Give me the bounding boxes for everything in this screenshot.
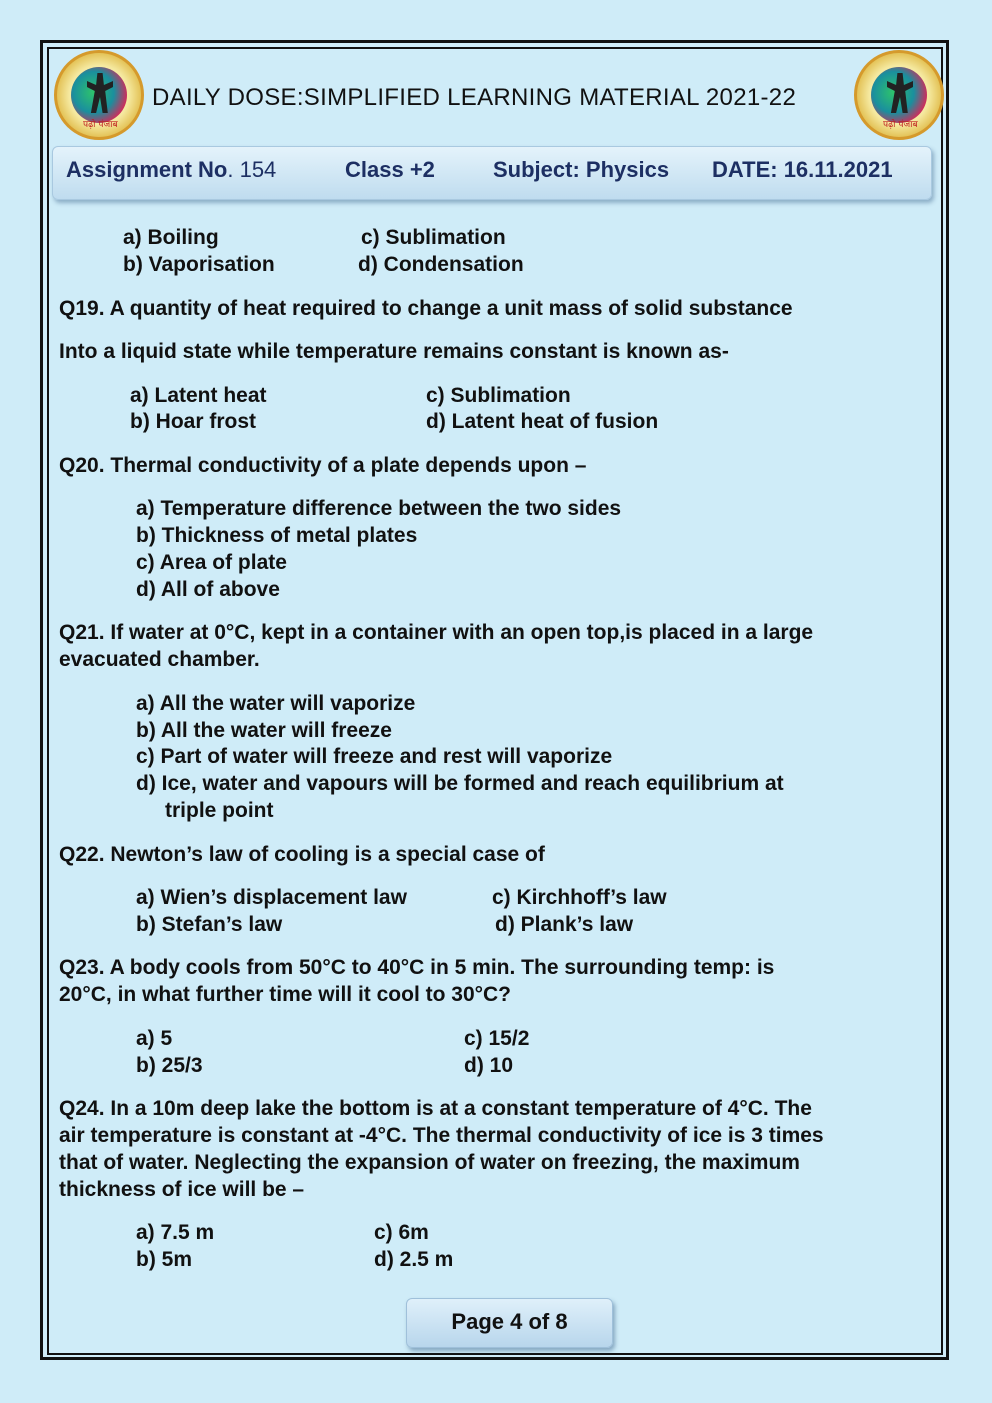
question-text: Q19. A quantity of heat required to change a unit mass of solid substance [59,297,793,320]
option: a) Temperature difference between the two sides [136,497,622,520]
assignment-label: Assignment No [66,157,228,182]
question-text: Into a liquid state while temperature remains constant is known as- [59,340,729,363]
option: c) Sublimation [426,384,571,407]
option: d) Condensation [358,253,524,276]
option: a) Latent heat [130,384,267,407]
page-indicator [406,1298,613,1348]
right-logo-text: पढ़ो पंजाब [883,120,918,130]
option: triple point [165,799,274,822]
question-text: Q20. Thermal conductivity of a plate depends upon – [59,454,587,477]
assignment-info [66,157,276,183]
question-text: that of water. Neglecting the expansion of water on freezing, the maximum [59,1151,800,1174]
left-logo [54,50,144,140]
question-text: evacuated chamber. [59,648,260,671]
page-number: Page 4 of 8 [451,1309,568,1334]
option: c) Part of water will freeze and rest will vaporize [136,745,613,768]
option: c) Sublimation [361,226,506,249]
date-label: DATE: 16.11.2021 [712,157,893,182]
page-title: DAILY DOSE:SIMPLIFIED LEARNING MATERIAL 2021-22 [152,84,797,111]
subject-label: Subject: Physics [493,157,670,182]
option: c) 6m [374,1221,429,1244]
option: d) Plank’s law [495,913,634,936]
assignment-band [52,146,932,200]
question-text: 20°C, in what further time will it cool to 30°C? [59,983,512,1006]
option: a) Wien’s displacement law [136,886,407,909]
option: b) 25/3 [136,1054,203,1077]
option: a) 5 [136,1027,173,1050]
option: b) Vaporisation [123,253,275,276]
option: d) 2.5 m [374,1248,454,1271]
option: d) Ice, water and vapours will be formed and reach equilibrium at [136,772,784,795]
assignment-number: . 154 [227,157,277,182]
question-text: Q23. A body cools from 50°C to 40°C in 5 min. The surrounding temp: is [59,956,775,979]
question-text: thickness of ice will be – [59,1178,305,1201]
left-logo-text: पढ़ो पंजाब [83,120,118,130]
question-text: Q24. In a 10m deep lake the bottom is at a constant temperature of 4°C. The [59,1097,812,1120]
option: a) Boiling [123,226,219,249]
class-label: Class +2 [345,157,435,182]
option: d) Latent heat of fusion [426,410,659,433]
option: a) All the water will vaporize [136,692,416,715]
question-text: Q22. Newton’s law of cooling is a special case of [59,843,545,866]
option: c) Kirchhoff’s law [492,886,667,909]
option: c) Area of plate [136,551,287,574]
option: c) 15/2 [464,1027,530,1050]
option: a) 7.5 m [136,1221,215,1244]
option: d) All of above [136,578,280,601]
option: b) Hoar frost [130,410,256,433]
option: b) 5m [136,1248,193,1271]
option: d) 10 [464,1054,514,1077]
option: b) Stefan’s law [136,913,283,936]
right-logo [854,50,944,140]
question-text: Q21. If water at 0°C, kept in a container with an open top,is placed in a large [59,621,814,644]
question-text: air temperature is constant at -4°C. The thermal conductivity of ice is 3 times [59,1124,824,1147]
option: b) Thickness of metal plates [136,524,418,547]
option: b) All the water will freeze [136,719,392,742]
